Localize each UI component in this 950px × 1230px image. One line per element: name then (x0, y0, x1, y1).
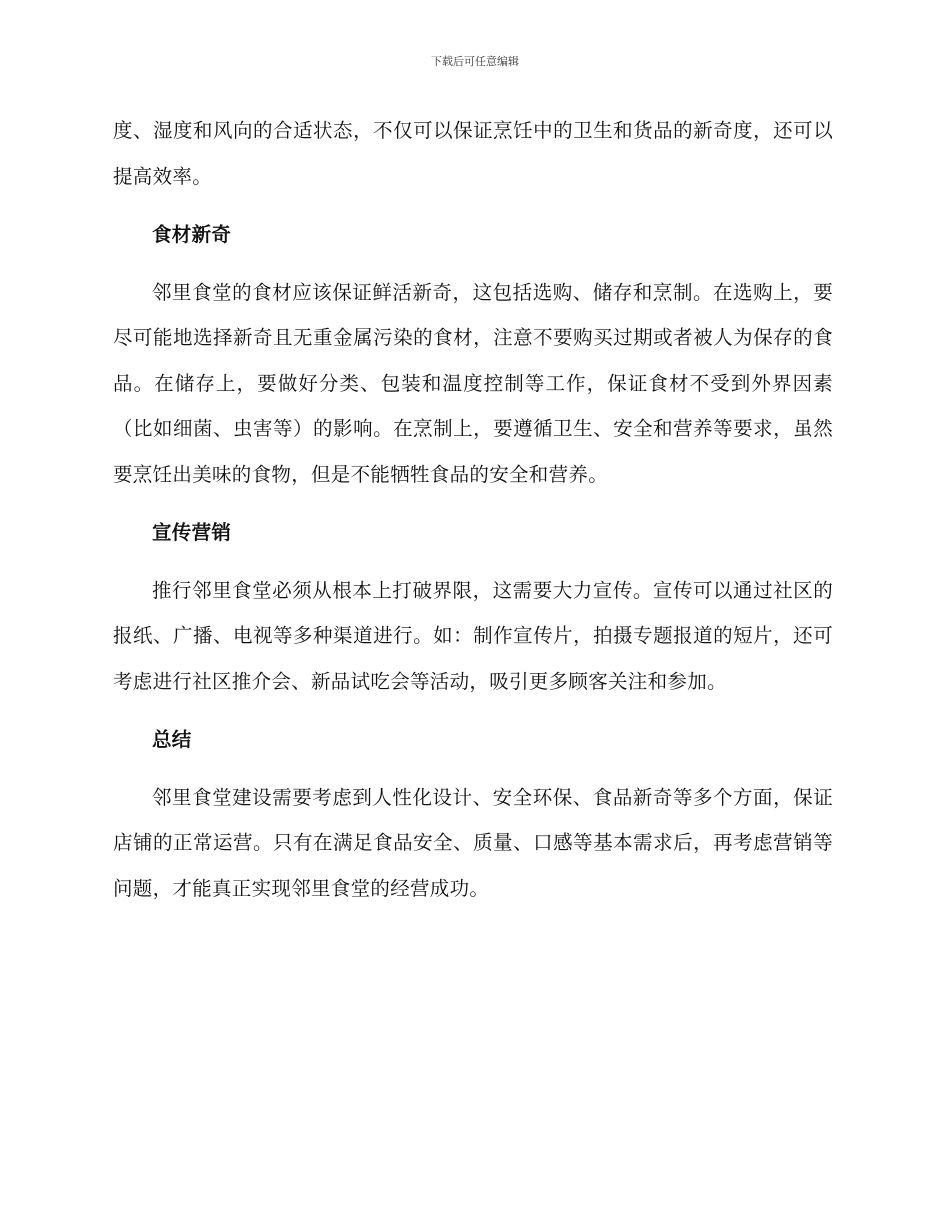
document-body (113, 108, 833, 911)
section-heading-ingredients: 食材新奇 (152, 222, 232, 246)
intro-paragraph: 度、湿度和风向的合适状态，不仅可以保证烹饪中的卫生和货品的新奇度，还可以提高效率。 (113, 119, 833, 188)
section-heading-summary: 总结 (152, 727, 192, 751)
section-paragraph-ingredients: 邻里食堂的食材应该保证鲜活新奇，这包括选购、储存和烹制。在选购上，要尽可能地选择新奇且无重金属污染的食材，注意不要购买过期或者被人为保存的食品。在储存上，要做好分类、包装和温度控制等工作，保证食材不受到外界因素（比如细菌、虫害等）的影响。在烹制上，要遵循卫生、安全和营养等要求，虽然要烹饪出美味的食物，但是不能牺牲食品的安全和营养。 (113, 280, 833, 486)
section-paragraph-summary: 邻里食堂建设需要考虑到人性化设计、安全环保、食品新奇等多个方面，保证店铺的正常运营。只有在满足食品安全、质量、口感等基本需求后，再考虑营销等问题，才能真正实现邻里食堂的经营成功。 (113, 785, 833, 900)
section-paragraph-marketing: 推行邻里食堂必须从根本上打破界限，这需要大力宣传。宣传可以通过社区的报纸、广播、电视等多种渠道进行。如：制作宣传片，拍摄专题报道的短片，还可考虑进行社区推介会、新品试吃会等活动，吸引更多顾客关注和参加。 (113, 578, 833, 693)
section-heading-marketing: 宣传营销 (152, 520, 232, 544)
page-header-note: 下载后可任意编辑 (431, 55, 519, 68)
